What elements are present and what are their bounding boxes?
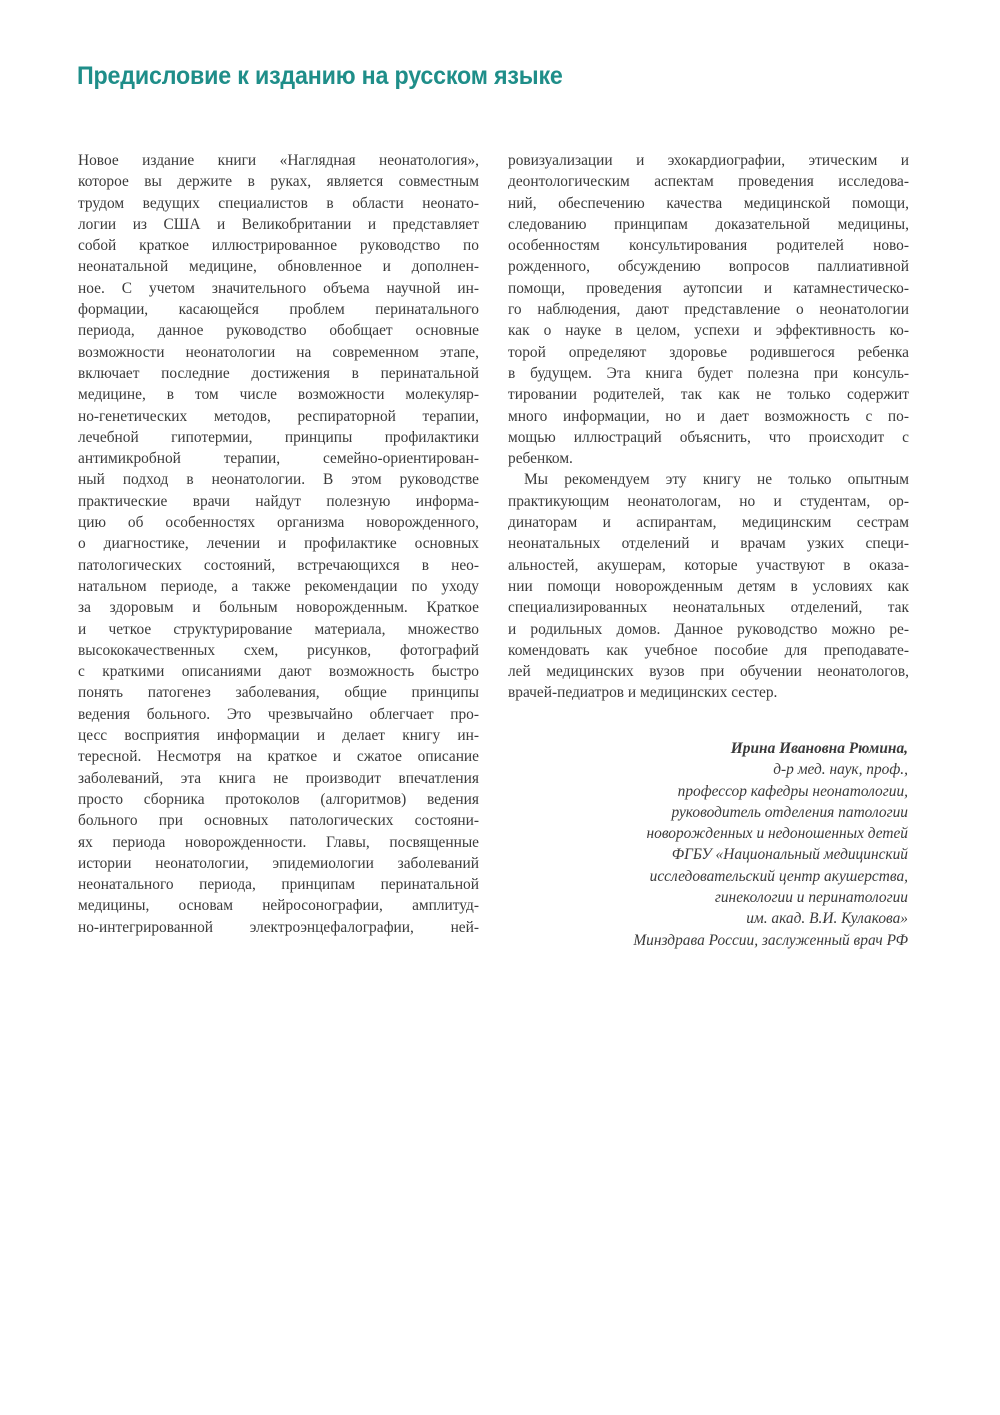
text-line: патологических состояний, встречающихся в нео-: [78, 556, 479, 574]
author-credential: гинекологии и перинатологии: [714, 889, 908, 907]
text-line: антимикробной терапии, семейно-ориентирован-: [78, 450, 479, 468]
author-credential: новорожденных и недоношенных детей: [646, 825, 908, 843]
author-credential: исследовательский центр акушерства,: [649, 867, 908, 885]
author-credential: им. акад. В.И. Кулакова»: [746, 910, 908, 928]
text-line: которое вы держите в руках, является совместным: [78, 173, 479, 191]
author-credential: руководитель отделения патологии: [671, 803, 908, 821]
text-line: альностей, акушерам, которые участвуют в оказа-: [508, 556, 909, 574]
text-line: включает последние достижения в перинатальной: [78, 364, 479, 382]
text-line: деонтологическим аспектам проведения исследова-: [508, 173, 909, 191]
text-line: практические врачи найдут полезную информа-: [78, 492, 479, 510]
author-name: Ирина Ивановна Рюмина,: [730, 740, 908, 757]
text-line: формации, касающейся проблем перинатального: [78, 301, 479, 319]
text-line: ний, обеспечению качества медицинской помощи,: [508, 194, 909, 212]
text-line: специализированных неонатальных отделений, так: [508, 599, 909, 617]
text-line: но-генетических методов, респираторной терапии,: [78, 407, 479, 425]
author-credential: д-р мед. наук, проф.,: [773, 761, 908, 779]
text-line: врачей-педиатров и медицинских сестер.: [508, 684, 778, 702]
text-line: особенностям консультирования родителей ново-: [508, 237, 909, 255]
text-line: трудом ведущих специалистов в области неонато-: [78, 194, 479, 212]
text-line: в будущем. Эта книга будет полезна при консуль-: [508, 364, 909, 382]
text-line: цию об особенностях организма новорожденного,: [78, 514, 479, 532]
text-line: и родильных домов. Данное руководство можно ре-: [508, 620, 909, 638]
right-column: [508, 150, 909, 704]
text-line: много информации, но и дает возможность с по-: [508, 407, 909, 425]
text-line: заболеваний, эта книга не производит впечатления: [78, 769, 479, 787]
author-credential: ФГБУ «Национальный медицинский: [671, 846, 908, 864]
author-credential: Минздрава России, заслуженный врач РФ: [633, 931, 908, 949]
text-line: ведения больного. Это чрезвычайно облегчает про-: [78, 705, 479, 723]
text-line: неонатальной медицине, обновленное и дополнен-: [78, 258, 479, 276]
left-column: [78, 150, 479, 938]
text-line: ровизуализации и эхокардиографии, этическим и: [508, 152, 909, 169]
text-line: неонатального периода, принципам перинатальной: [78, 876, 479, 894]
text-line: го наблюдения, дают представление о неонатологии: [508, 301, 909, 319]
text-line: просто сборника протоколов (алгоритмов) ведения: [78, 790, 479, 808]
text-line: за здоровым и больным новорожденным. Краткое: [78, 599, 479, 617]
text-line: высококачественных схем, рисунков, фотографий: [78, 641, 479, 659]
text-line: торой определяют здоровье родившегося ребенка: [508, 343, 909, 361]
text-line: Новое издание книги «Наглядная неонатология»,: [78, 152, 479, 169]
text-line: медицины, основам нейросонографии, амплитуд-: [78, 897, 479, 915]
text-line: помощи, проведения аутопсии и катамнестическо-: [508, 279, 909, 297]
text-line: больного при основных патологических состояни-: [78, 812, 479, 830]
text-line: неонатальных отделений и врачам узких специ-: [508, 535, 909, 553]
text-line: и четкое структурирование материала, множество: [78, 620, 479, 638]
text-line: ях периода новорожденности. Главы, посвященные: [78, 833, 479, 851]
text-line: возможности неонатологии на современном этапе,: [78, 343, 479, 361]
text-line: как о науке в целом, успехи и эффективность ко-: [508, 322, 909, 340]
text-line: рожденного, обсуждению вопросов паллиативной: [508, 258, 909, 276]
text-line: ребенком.: [508, 450, 573, 468]
text-line: ное. С учетом значительного объема научной ин-: [78, 279, 479, 297]
signature-block: [633, 738, 908, 951]
text-line: комендовать как учебное пособие для преподавате-: [508, 641, 909, 659]
text-line: собой краткое иллюстрированное руководство по: [78, 237, 479, 255]
text-line: цесс восприятия информации и делает книгу ин-: [78, 727, 479, 745]
text-line: практикующим неонатологам, но и студентам, ор-: [508, 492, 909, 510]
text-line: динаторам и аспирантам, медицинским сестрам: [508, 514, 909, 532]
text-line: тересной. Несмотря на краткое и сжатое описание: [78, 748, 479, 766]
author-credential: профессор кафедры неонатологии,: [677, 782, 908, 800]
text-line: о диагностике, лечении и профилактике основных: [78, 535, 479, 553]
text-line: истории неонатологии, эпидемиологии заболеваний: [78, 854, 479, 872]
text-line: тировании родителей, так как не только содержит: [508, 386, 909, 404]
text-line: натальном периоде, а также рекомендации по уходу: [78, 577, 479, 595]
text-line: лей медицинских вузов при обучении неонатологов,: [508, 663, 909, 681]
text-line: с краткими описаниями дают возможность быстро: [78, 663, 479, 681]
text-line: лечебной гипотермии, принципы профилактики: [78, 428, 479, 446]
text-line: следованию принципам доказательной медицины,: [508, 215, 909, 233]
text-line: мощью иллюстраций объяснить, что происходит с: [508, 428, 909, 446]
text-line: периода, данное руководство обобщает основные: [78, 322, 479, 340]
text-line: но-интегрированной электроэнцефалографии, ней-: [78, 918, 479, 936]
text-line: ный подход в неонатологии. В этом руководстве: [78, 471, 479, 489]
page-title: Предисловие к изданию на русском языке: [77, 62, 563, 90]
text-line: Мы рекомендуем эту книгу не только опытным: [524, 471, 909, 489]
text-line: медицине, в том числе возможности молекуляр-: [78, 386, 479, 404]
text-line: нии помощи новорожденным детям в условиях как: [508, 577, 909, 595]
text-line: понять патогенез заболевания, общие принципы: [78, 684, 479, 702]
text-line: логии из США и Великобритании и представляет: [78, 215, 479, 233]
